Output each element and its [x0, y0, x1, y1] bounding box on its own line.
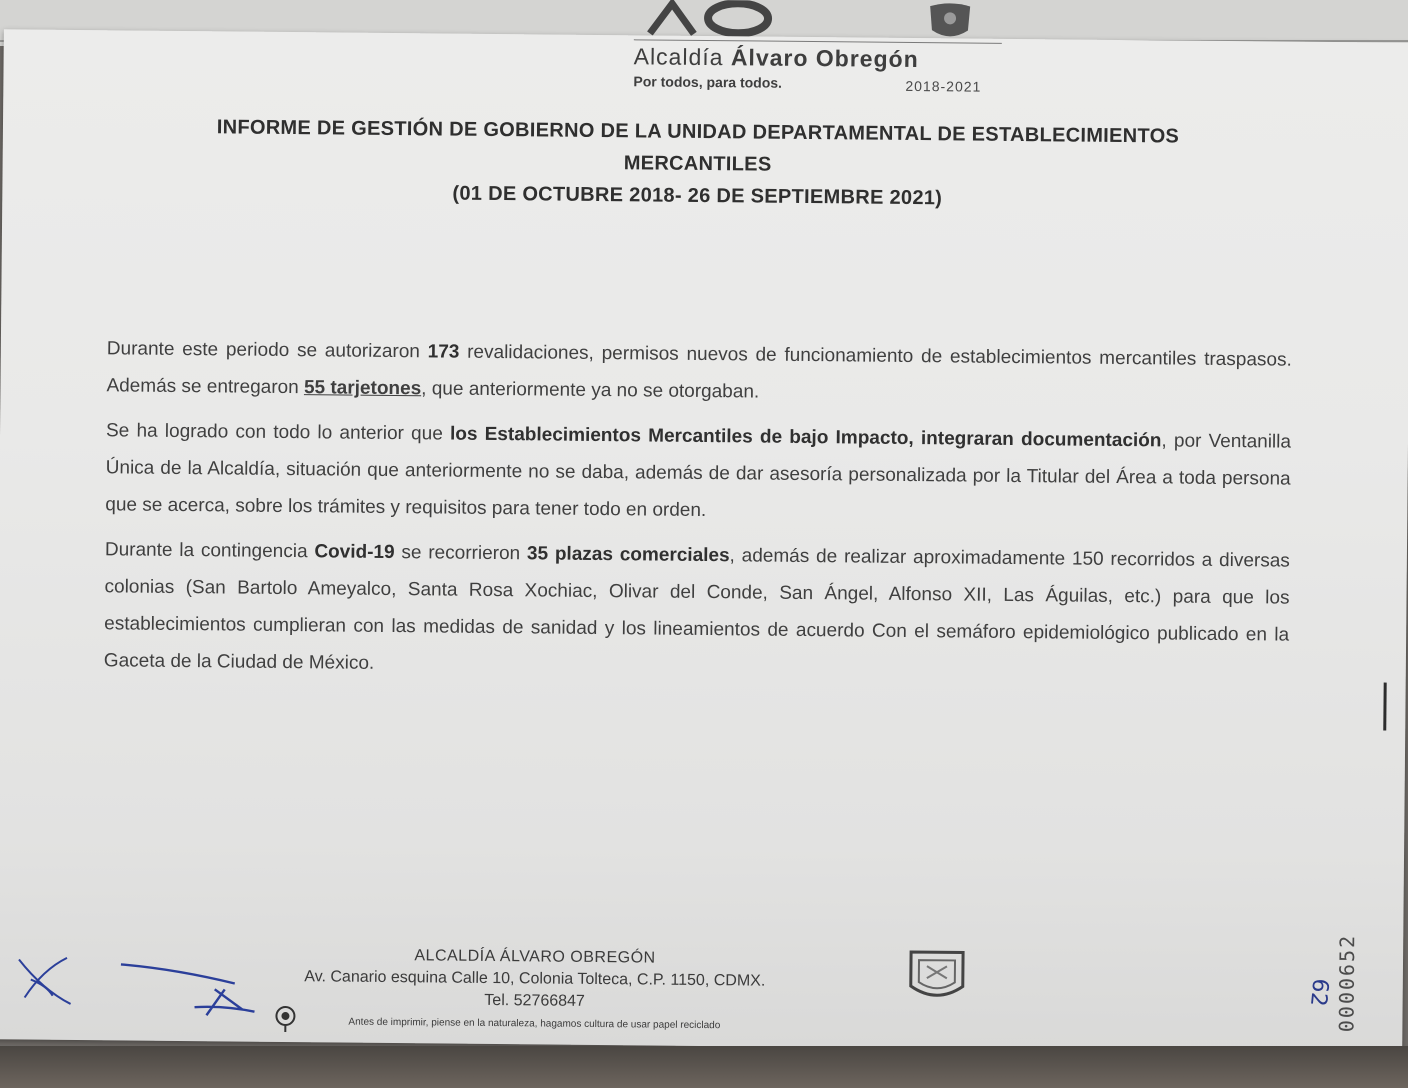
- footer-eco-note: Antes de imprimir, piense en la naturaleza, hagamos cultura de usar papel reciclado: [348, 1016, 721, 1032]
- handwritten-page-number: 62: [1304, 977, 1333, 1008]
- report-title: [122, 110, 1273, 217]
- handwritten-initials-icon: [114, 958, 275, 1030]
- slogan: Por todos, para todos.: [633, 73, 783, 91]
- revalidations-count: 173: [427, 341, 460, 363]
- footer-org-name: ALCALDÍA ÁLVARO OBREGÓN: [414, 947, 656, 967]
- handwritten-signature-icon: [13, 949, 84, 1010]
- document-page: [0, 29, 1408, 1052]
- title-line-1: INFORME DE GESTIÓN DE GOBIERNO DE LA UNIDAD DEPARTAMENTAL DE ESTABLECIMIENTOS: [216, 116, 1180, 148]
- desk-surface: [0, 1046, 1408, 1088]
- report-period: (01 DE OCTUBRE 2018- 26 DE SEPTIEMBRE 2021): [452, 182, 943, 210]
- footer-phone: Tel. 52766847: [484, 991, 585, 1010]
- footer-crest-icon: [907, 948, 968, 1003]
- page-footer: [264, 944, 805, 1035]
- footer-address: Av. Canario esquina Calle 10, Colonia Tolteca, C.P. 1150, CDMX.: [304, 968, 766, 990]
- tarjetones-count: 55 tarjetones: [303, 377, 422, 400]
- eco-tree-icon: [270, 1004, 300, 1034]
- org-name: Alcaldía Álvaro Obregón: [633, 43, 919, 73]
- paragraph-3: Durante la contingencia Covid-19 se recorrieron 35 plazas comerciales, además de realizar aproximadamente 150 recorridos a diversas colonias (San Bartolo Ameyalco, Santa Rosa Xochiac, Olivar del Conde, San Ángel, Alfonso XII, Las Águilas, etc.) para que los establecimientos cumplieran con las medidas de sanidad y los lineamientos de acuerdo Con el semáforo epidemiológico publicado en la Gaceta de la Ciudad de México.: [103, 539, 1290, 674]
- folio-stamp: 0000652: [1334, 933, 1360, 1033]
- coat-of-arms-icon: [922, 2, 978, 43]
- alcaldia-logo-icon: [646, 0, 776, 37]
- letterhead: [633, 0, 1014, 103]
- administration-years: 2018-2021: [905, 77, 982, 95]
- margin-mark: [1383, 683, 1386, 731]
- report-body: [104, 330, 1292, 698]
- paragraph-2: Se ha logrado con todo lo anterior que los Establecimientos Mercantiles de bajo Impacto, integraran documentación, por Ventanilla Única de la Alcaldía, situación que anteriormente no se daba, además de dar asesoría personalizada por la Titular del Área a toda persona que se acerca, sobre los trámites y requisitos para tener todo en orden.: [105, 420, 1292, 522]
- paragraph-1: Durante este periodo se autorizaron 173 revalidaciones, permisos nuevos de funcionamiento de establecimientos mercantiles traspasos. Además se entregaron 55 tarjetones, que anteriormente ya no se otorgaban.: [106, 338, 1292, 403]
- title-line-2: MERCANTILES: [623, 152, 772, 176]
